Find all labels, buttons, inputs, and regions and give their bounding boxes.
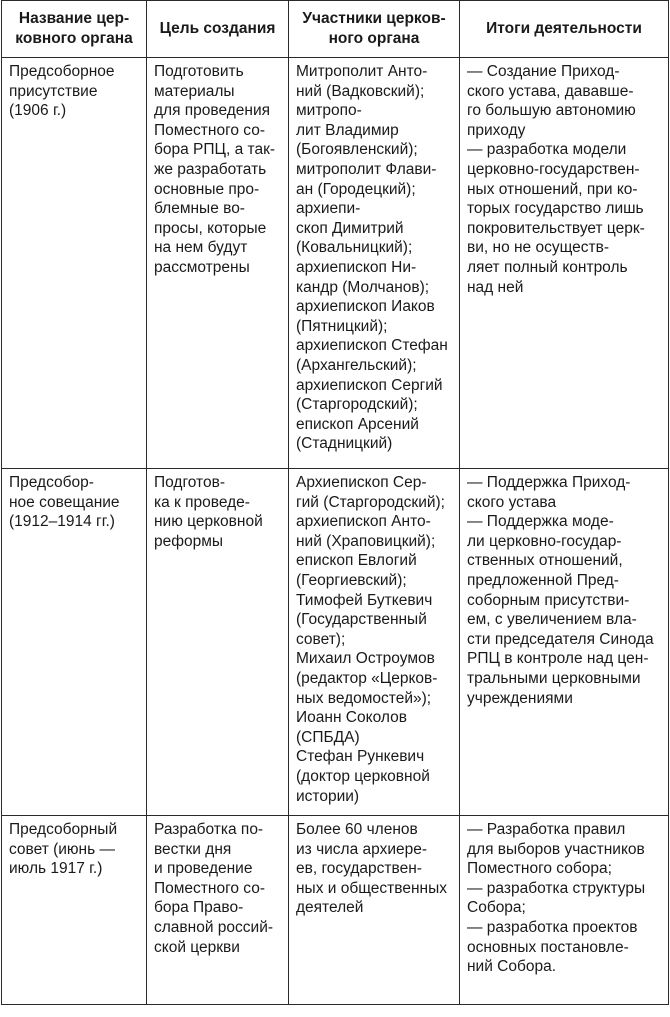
cell-text-line: истории) [296, 787, 360, 805]
cell-text-line: кандр (Молчанов); [296, 278, 430, 296]
cell-text-line: ное совещание [9, 493, 120, 511]
cell-text-line: ка к проведе- [154, 493, 250, 511]
cell-text-line: — Поддержка Приход- [467, 474, 631, 491]
cell-text-line: нию церковной [154, 513, 263, 531]
cell-text-line: на нем будут [154, 239, 248, 257]
cell-text-line: основные про- [154, 180, 260, 198]
cell-text-line: из числа архиере- [296, 840, 428, 858]
cell-text-line: (Стадницкий) [296, 435, 393, 453]
cell-text-line: (СПБДА) [296, 728, 360, 746]
cell-text-line: ли церковно-государ- [467, 532, 622, 550]
cell-text-line: блемные во- [154, 200, 245, 218]
cell-text-line: — разработка структуры [467, 879, 646, 897]
cell-text-line: бора РПЦ, а так- [154, 141, 276, 159]
cell-text-line: Стефан Рункевич [296, 748, 425, 766]
cell-text-line: архиепи- [296, 200, 361, 218]
cell-text-line: сти председателя Синода [467, 630, 654, 648]
cell-text-line: торых государство лишь [467, 200, 644, 218]
cell-text-line: (Старгородский); [296, 396, 418, 414]
cell-text-line: славной россий- [154, 918, 274, 936]
cell-text-line: ных и общественных [296, 879, 447, 897]
cell-text-line: Подготовить [154, 63, 244, 80]
cell-text-line: — Создание Приход- [467, 63, 620, 80]
cell-participants [289, 469, 460, 816]
cell-text-line: просы, которые [154, 219, 267, 237]
cell-text-line: деятелей [296, 899, 364, 917]
cell-text-line: Разработка по- [154, 821, 264, 838]
cell-text-line: Предсоборное [9, 63, 115, 80]
cell-participants [289, 58, 460, 469]
cell-text-line: ем, с увеличением вла- [467, 611, 637, 629]
table-header-row [2, 1, 669, 58]
cell-text-line: учреждениями [467, 689, 573, 707]
cell-text-line: (1906 г.) [9, 102, 67, 120]
cell-text-line: архиепископ Сергий [296, 376, 443, 394]
cell-text-line: ных отношений, при ко- [467, 180, 638, 198]
cell-text-line: ан (Городецкий); [296, 180, 416, 198]
cell-text-line: епископ Евлогий [296, 552, 417, 570]
cell-text-line: (редактор «Церков- [296, 669, 438, 687]
cell-text-line: вестки дня [154, 840, 232, 858]
cell-text-line: — разработка проектов [467, 918, 638, 936]
cell-text-line: архиепископ Анто- [296, 513, 431, 531]
church-bodies-table [1, 0, 669, 1005]
cell-text-line: ской церкви [154, 938, 240, 956]
cell-text-line: реформы [154, 532, 224, 550]
cell-text-line: над ней [467, 278, 524, 296]
cell-text-line: Подготов- [154, 474, 225, 491]
cell-text-line: совет (июнь — [9, 840, 116, 858]
cell-text-line: Предсоборный [9, 821, 118, 838]
cell-text-line: июль 1917 г.) [9, 860, 103, 878]
cell-text-line: Поместного со- [154, 121, 266, 139]
cell-text-line: и проведение [154, 860, 253, 878]
cell-text-line: гий (Старгородский); [296, 493, 445, 511]
cell-text-line: присутствие [9, 82, 98, 100]
cell-text-line: соборным присутстви- [467, 591, 630, 609]
table-row [2, 469, 669, 816]
table-body [2, 58, 669, 1005]
cell-text-line: го большую автономию [467, 102, 636, 120]
cell-text-line: ных ведомостей»); [296, 689, 432, 707]
cell-text-line: Иоанн Соколов [296, 709, 407, 727]
cell-text-line: ний (Вадковский); [296, 82, 425, 100]
header-results: Итоги деятельности [460, 1, 669, 58]
cell-text-line: (Архангельский); [296, 356, 417, 374]
cell-text-line: лит Владимир [296, 121, 399, 139]
cell-results [460, 58, 669, 469]
cell-text-line: архиепископ Ни- [296, 258, 417, 276]
cell-text-line: скоп Димитрий [296, 219, 404, 237]
cell-text-line: РПЦ в контроле над цен- [467, 650, 649, 668]
cell-text-line: (1912–1914 гг.) [9, 513, 115, 531]
cell-text-line: (Богоявленский); [296, 141, 418, 159]
cell-text-line: ви, но не осуществ- [467, 239, 610, 257]
cell-text-line: Митрополит Анто- [296, 63, 428, 80]
cell-body-name [2, 816, 147, 1005]
header-body-name: Название цер- ковного органа [2, 1, 147, 58]
cell-text-line: для проведения [154, 102, 271, 120]
cell-text-line: ского устава [467, 493, 557, 511]
cell-participants [289, 816, 460, 1005]
cell-text-line: ского устава, дававше- [467, 82, 634, 100]
cell-text-line: бора Право- [154, 899, 244, 917]
cell-text-line: Предсобор- [9, 474, 94, 491]
cell-text-line: предложенной Пред- [467, 571, 619, 589]
cell-text-line: Архиепископ Сер- [296, 474, 427, 491]
cell-text-line: ний Собора. [467, 958, 557, 976]
cell-text-line: ственных отношений, [467, 552, 623, 570]
cell-text-line: же разработать [154, 160, 267, 178]
cell-text-line: архиепископ Иаков [296, 298, 435, 316]
cell-text-line: Михаил Остроумов [296, 650, 435, 668]
cell-text-line: ний (Храповицкий); [296, 532, 436, 550]
cell-body-name [2, 469, 147, 816]
cell-purpose [147, 816, 289, 1005]
cell-text-line: — разработка модели [467, 141, 627, 159]
cell-text-line: архиепископ Стефан [296, 337, 448, 355]
cell-text-line: рассмотрены [154, 258, 250, 276]
cell-text-line: основных постановле- [467, 938, 629, 956]
cell-results [460, 816, 669, 1005]
cell-body-name [2, 58, 147, 469]
cell-text-line: (Ковальницкий); [296, 239, 413, 257]
cell-text-line: совет); [296, 630, 346, 648]
cell-text-line: (Георгиевский); [296, 571, 407, 589]
cell-text-line: Поместного со- [154, 879, 266, 897]
cell-text-line: — Разработка правил [467, 821, 626, 838]
cell-text-line: Поместного собора; [467, 860, 612, 878]
cell-text-line: для выборов участников [467, 840, 645, 858]
cell-text-line: (доктор церковной [296, 767, 430, 785]
header-participants: Участники церков- ного органа [289, 1, 460, 58]
cell-text-line: покровительствует церк- [467, 219, 645, 237]
cell-text-line: приходу [467, 121, 526, 139]
cell-text-line: (Государственный [296, 611, 427, 629]
cell-text-line: церковно-государствен- [467, 160, 640, 178]
cell-purpose [147, 58, 289, 469]
cell-text-line: епископ Арсений [296, 415, 419, 433]
cell-text-line: материалы [154, 82, 235, 100]
header-purpose: Цель создания [147, 1, 289, 58]
table-row [2, 816, 669, 1005]
cell-text-line: ев, государствен- [296, 860, 422, 878]
cell-purpose [147, 469, 289, 816]
cell-results [460, 469, 669, 816]
cell-text-line: Тимофей Буткевич [296, 591, 433, 609]
cell-text-line: — Поддержка моде- [467, 513, 614, 531]
cell-text-line: митрополит Флави- [296, 160, 437, 178]
cell-text-line: тральными церковными [467, 669, 641, 687]
cell-text-line: митропо- [296, 102, 362, 120]
cell-text-line: Более 60 членов [296, 821, 418, 838]
cell-text-line: Собора; [467, 899, 526, 917]
cell-text-line: (Пятницкий); [296, 317, 388, 335]
cell-text-line: ляет полный контроль [467, 258, 628, 276]
table-row [2, 58, 669, 469]
